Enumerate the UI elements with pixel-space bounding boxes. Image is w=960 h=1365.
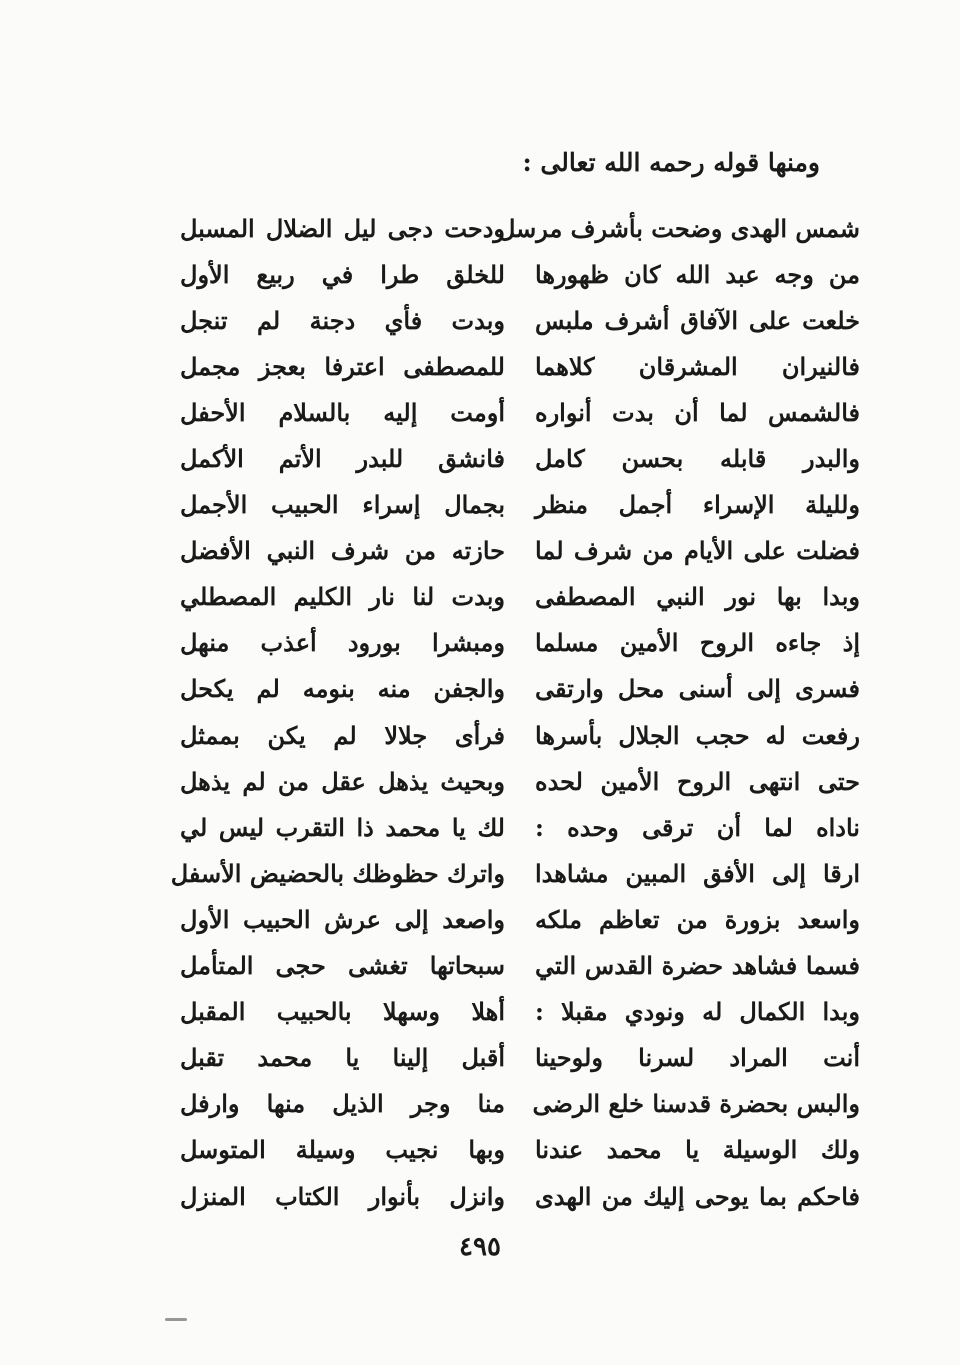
verse-first-hemistich: حتى انتهى الروح الأمين لحده [535,766,860,796]
verse-second-hemistich: والجفن منه بنومه لم يكحل [180,674,505,704]
poem [170,205,860,1219]
verse-second-hemistich: وبحيث يذهل عقل من لم يذهل [180,766,505,796]
verse-second-hemistich: فرأى جلالا لم يكن بممثل [180,720,505,750]
verse-row [180,528,860,574]
verse-row [180,620,860,666]
verse-first-hemistich: فالشمس لما أن بدت أنواره [535,397,860,427]
verse-second-hemistich: لك يا محمد ذا التقرب ليس لي [180,812,505,842]
verse-first-hemistich: فضلت على الأيام من شرف لما [535,536,860,566]
verse-second-hemistich: للخلق طرا في ربيع الأول [180,259,505,289]
verse-first-hemistich: واسعد بزورة من تعاظم ملكه [535,904,860,934]
verse-row [180,1035,860,1081]
verse-second-hemistich: واترك حظوظك بالحضيض الأسفل [170,858,505,888]
verse-row [180,804,860,850]
verse-row [180,297,860,343]
verse-second-hemistich: أقبل إلينا يا محمد تقبل [180,1043,505,1073]
verse-row [180,1127,860,1173]
verse-second-hemistich: للمصطفى اعترفا بعجز مجمل [180,351,505,381]
verse-first-hemistich: ولك الوسيلة يا محمد عندنا [535,1135,860,1165]
verse-row [180,435,860,481]
verse-second-hemistich: فانشق للبدر الأتم الأكمل [180,444,505,474]
verse-second-hemistich: ودحت دجى ليل الضلال المسبل [180,213,505,243]
intro-line: ومنها قوله رحمه الله تعالى : [522,148,820,177]
verse-first-hemistich: فسرى إلى أسنى محل وارتقى [535,674,860,704]
verse-first-hemistich: ناداه لما أن ترقى وحده : [535,812,860,842]
verse-row [180,758,860,804]
verse-first-hemistich: وبدا بها نور النبي المصطفى [535,582,860,612]
verse-first-hemistich: وبدا الكمال له ونودي مقبلا : [535,997,860,1027]
page-number: ٤٩٥ [459,1232,501,1262]
verse-first-hemistich: أنت المراد لسرنا ولوحينا [535,1043,860,1073]
verse-first-hemistich: شمس الهدى وضحت بأشرف مرسل [497,213,860,243]
verse-second-hemistich: وانزل بأنوار الكتاب المنزل [180,1181,505,1211]
verse-first-hemistich: ارقا إلى الأفق المبين مشاهدا [535,858,860,888]
verse-row [180,343,860,389]
verse-second-hemistich: وبدت لنا نار الكليم المصطلي [180,582,505,612]
verse-row [180,1173,860,1219]
verse-row [180,712,860,758]
verse-second-hemistich: بجمال إسراء الحبيب الأجمل [180,490,505,520]
verse-first-hemistich: فالنيران المشرقان كلاهما [535,351,860,381]
verse-second-hemistich: وبها نجيب وسيلة المتوسل [180,1135,505,1165]
verse-second-hemistich: وبدت فأي دجنة لم تنجل [180,305,505,335]
verse-second-hemistich: ومبشرا بورود أعذب منهل [180,628,505,658]
verse-first-hemistich: فسما فشاهد حضرة القدس التي [535,951,860,981]
verse-row [180,251,860,297]
verse-first-hemistich: فاحكم بما يوحى إليك من الهدى [535,1181,860,1211]
verse-row [180,989,860,1035]
verse-first-hemistich: إذ جاءه الروح الأمين مسلما [535,628,860,658]
verse-row [180,389,860,435]
verse-second-hemistich: واصعد إلى عرش الحبيب الأول [180,904,505,934]
verse-row [180,896,860,942]
verse-second-hemistich: منا وجر الذيل منها وارفل [180,1089,505,1119]
verse-row [180,574,860,620]
verse-first-hemistich: والبدر قابله بحسن كامل [535,444,860,474]
verse-first-hemistich: والبس بحضرة قدسنا خلع الرضى [532,1089,860,1119]
verse-first-hemistich: رفعت له حجب الجلال بأسرها [535,720,860,750]
verse-row [180,666,860,712]
verse-first-hemistich: ولليلة الإسراء أجمل منظر [535,490,860,520]
verse-second-hemistich: سبحاتها تغشى حجى المتأمل [180,951,505,981]
verse-second-hemistich: أومت إليه بالسلام الأحفل [180,397,505,427]
verse-row [180,943,860,989]
verse-first-hemistich: من وجه عبد الله كان ظهورها [535,259,860,289]
scan-speck [165,1318,187,1321]
verse-first-hemistich: خلعت على الآفاق أشرف ملبس [535,305,860,335]
verse-second-hemistich: أهلا وسهلا بالحبيب المقبل [180,997,505,1027]
verse-row [180,205,860,251]
verse-row [170,850,860,896]
verse-row [180,482,860,528]
verse-second-hemistich: حازته من شرف النبي الأفضل [180,536,505,566]
verse-row [180,1081,860,1127]
